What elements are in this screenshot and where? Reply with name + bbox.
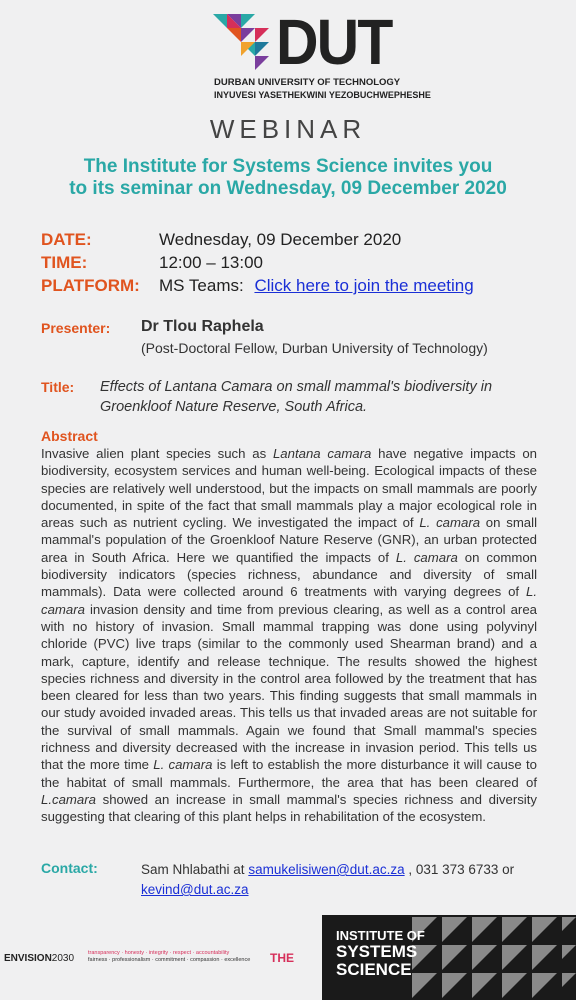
seminar-title — [100, 377, 540, 417]
invite-heading — [0, 156, 576, 200]
invite-line-2: to its seminar on Wednesday, 09 December 2020 — [69, 178, 507, 199]
seminar-title-line-2: Groenkloof Nature Reserve, South Africa. — [100, 399, 368, 415]
time-value: 12:00 – 13:00 — [159, 253, 263, 272]
contact-label: Contact: — [41, 860, 98, 876]
iss-logo-text: INSTITUTE OF SYSTEMS SCIENCE — [336, 928, 425, 979]
date-label: DATE: — [41, 230, 92, 249]
the-logo: THE — [270, 951, 294, 965]
abstract-body: Invasive alien plant species such as Lantana camara have negative impacts on biodiversity, ecosystem services and human well-being. Ecological impacts of these species are relatively well understood, but the impacts on small mammals are poorly documented, in spite of the fact that small mammals play a major ecological role in areas such as nutrient cycling. We investigated the impact of L. camara on small mammal's population of the Groenkloof Nature Reserve (GNR), an urban protected area in South Africa. Here we quantified the impacts of L. camara on common biodiversity indicators (species richness, abundance and diversity of small mammals). Data were collected around 6 treatments with varying degrees of L. camara invasion density and time from previous clearing, as well as a control area with no history of invasion. Small mammal trapping was done using polyvinyl chloride (PVC) live traps (similar to the commonly used Shearman brand) and a mark, capture, identify and release technique. The results showed the highest species richness and diversity in the control area followed by the treatment that has been cleared for less than two years. This finding suggests that small mammals in our study avoided invaded areas. This tells us that invaded areas are not suitable for the survival of small mammals. Again we found that Small mammal's species richness and diversity decreased with the increase in invasion period. This tells us that the more time L. camara is left to establish the more disturbance it will cause to the habitat of small mammals. Furthermore, the area that has been cleared of L.camara showed an increase in small mammal's species richness and diversity suggesting that clearing of this plant helps in rehabilitation of the ecosystem. — [41, 446, 538, 825]
platform-name: MS Teams: — [159, 276, 244, 295]
presenter-label: Presenter: — [41, 320, 111, 336]
platform-value — [159, 276, 474, 296]
contact-email-2-link[interactable]: kevind@dut.ac.za — [141, 882, 249, 897]
date-value: Wednesday, 09 December 2020 — [159, 230, 402, 249]
seminar-title-line-1: Effects of Lantana Camara on small mammal's biodiversity in — [100, 379, 493, 395]
university-name-zu: INYUVESI YASETHEKWINI YEZOBUCHWEPHESHE — [214, 90, 431, 100]
contact-email-1-link[interactable]: samukelisiwen@dut.ac.za — [248, 862, 405, 877]
envision-2030-logo: ENVISION2030 — [4, 953, 75, 964]
values-text: transparency · honesty · integrity · respect · accountability fairness · professionalism · commitment · compassion · excellence — [88, 950, 251, 963]
university-name-en: DURBAN UNIVERSITY OF TECHNOLOGY — [214, 77, 401, 88]
dut-logo-text: DUT — [276, 6, 392, 78]
time-label: TIME: — [41, 253, 88, 272]
presenter-affiliation: (Post-Doctoral Fellow, Durban University of Technology) — [141, 340, 488, 356]
join-meeting-link[interactable]: Click here to join the meeting — [254, 276, 474, 295]
contact-details: Sam Nhlabathi at samukelisiwen@dut.ac.za , 031 373 6733 or kevind@dut.ac.za — [141, 862, 515, 897]
presenter-name: Dr Tlou Raphela — [141, 318, 264, 335]
platform-label: PLATFORM: — [41, 276, 140, 295]
webinar-banner: WEBINAR — [209, 114, 367, 144]
abstract-label: Abstract — [41, 428, 98, 444]
invite-line-1: The Institute for Systems Science invites you — [83, 156, 493, 177]
triangle-pattern-icon — [412, 917, 576, 1000]
dut-logo-mark-icon — [213, 14, 277, 70]
title-label: Title: — [41, 379, 75, 395]
